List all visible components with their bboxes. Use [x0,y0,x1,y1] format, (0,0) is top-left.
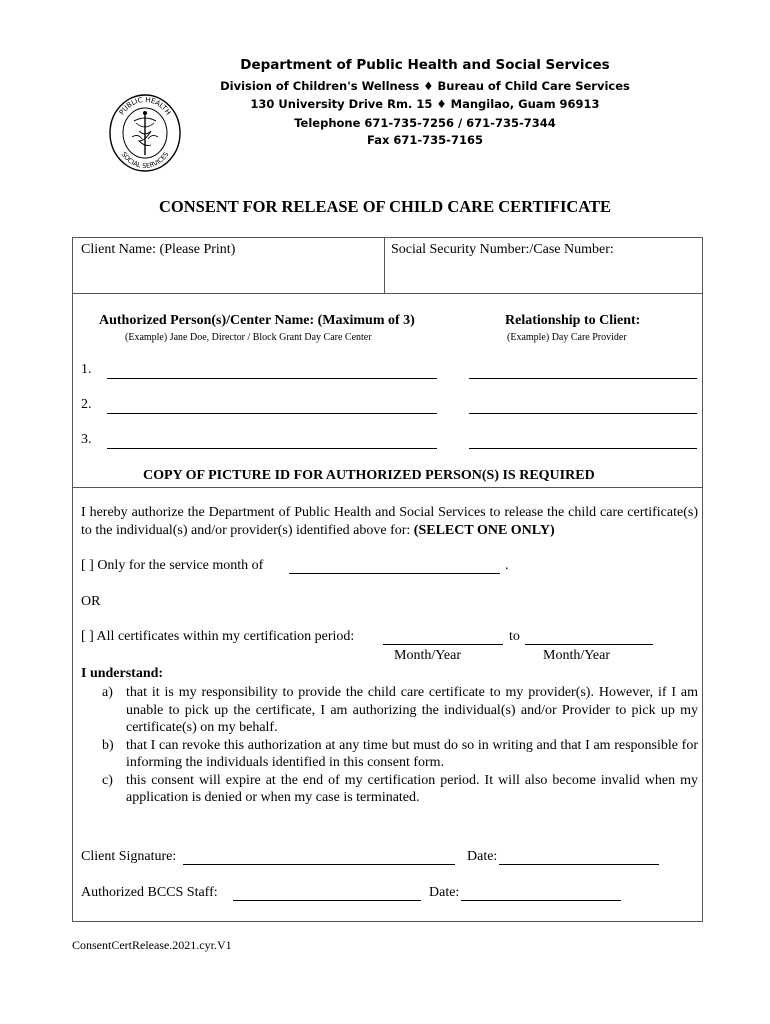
document-title: CONSENT FOR RELEASE OF CHILD CARE CERTIFICATE [158,197,612,216]
authorized-person-1-line[interactable] [107,378,437,379]
authorized-person-3-line[interactable] [107,448,437,449]
period-start-line[interactable] [383,644,503,645]
telephone-line: Telephone 671-735-7256 / 671-735-7344 [294,116,556,130]
understand-item-c [102,772,698,807]
option-all-certificates[interactable]: [ ] All certificates within my certification period: [81,629,355,644]
authorized-example: (Example) Jane Doe, Director / Block Grant Day Care Center [125,332,372,343]
service-month-line[interactable] [289,573,500,574]
svg-text:SOCIAL SERVICES: SOCIAL SERVICES [119,150,171,171]
consent-form [72,237,703,922]
ssn-label: Social Security Number:/Case Number: [391,242,614,257]
understand-item-b [102,737,698,772]
month-year-label-end: Month/Year [543,648,611,663]
client-date-label: Date: [467,849,498,864]
staff-date-line[interactable] [461,900,621,901]
authorization-statement [81,504,698,540]
form-version-footer: ConsentCertRelease.2021.cyr.V1 [72,938,232,952]
item-text: that it is my responsibility to provide the child care certificate to my provider(s). However, if I am unable to pick up the certificate, I am authorizing the individual(s) and/or Provider to pick up my certificate(s) on my behalf. [126,685,698,735]
select-one-note: (SELECT ONE ONLY) [413,523,555,538]
authorized-person-2-line[interactable] [107,413,437,414]
row-number-1: 1. [81,362,92,377]
item-marker: a) [102,685,113,700]
staff-date-label: Date: [429,885,460,900]
department-seal-logo [108,93,182,173]
svg-text:PUBLIC HEALTH: PUBLIC HEALTH [117,95,173,117]
client-info-row [73,238,702,294]
row-number-2: 2. [81,397,92,412]
option-service-month[interactable]: [ ] Only for the service month of [81,558,264,573]
picture-id-notice: COPY OF PICTURE ID FOR AUTHORIZED PERSON(S) IS REQUIRED [143,468,595,483]
relationship-2-line[interactable] [469,413,697,414]
bccs-staff-label: Authorized BCCS Staff: [81,885,218,900]
understand-list [81,684,698,807]
division-line: Division of Children's Wellness ♦ Bureau of Child Care Services [220,79,630,93]
row-number-3: 3. [81,432,92,447]
option-service-month-period: . [505,558,509,573]
month-year-label-start: Month/Year [394,648,462,663]
item-marker: b) [102,737,114,753]
relationship-example: (Example) Day Care Provider [507,332,627,343]
client-signature-label: Client Signature: [81,849,177,864]
relationship-1-line[interactable] [469,378,697,379]
item-text: this consent will expire at the end of my certification period. It will also become invalid when my application is denied or when my case is terminated. [126,772,698,805]
to-label: to [509,629,520,644]
understand-item-a [102,684,698,737]
period-end-line[interactable] [525,644,653,645]
authorized-heading: Authorized Person(s)/Center Name: (Maximum of 3) [99,313,415,328]
department-name: Department of Public Health and Social Services [240,57,610,73]
fax-line: Fax 671-735-7165 [367,133,483,147]
or-label: OR [81,594,101,609]
bccs-staff-line[interactable] [233,900,421,901]
relationship-heading: Relationship to Client: [505,313,641,328]
authorized-persons-section [73,293,702,488]
column-divider [384,238,385,293]
authorization-text: I hereby authorize the Department of Public Health and Social Services to release the child care certificate(s) to the individual(s) and/or provider(s) identified above for: [81,505,698,538]
client-signature-line[interactable] [183,864,455,865]
address-line: 130 University Drive Rm. 15 ♦ Mangilao, Guam 96913 [250,97,600,111]
item-marker: c) [102,772,113,788]
relationship-3-line[interactable] [469,448,697,449]
understand-heading: I understand: [81,666,164,681]
client-date-line[interactable] [499,864,659,865]
item-text: that I can revoke this authorization at any time but must do so in writing and that I am responsible for informing the individuals identified in this consent form. [126,737,698,770]
client-name-label: Client Name: (Please Print) [81,242,236,257]
